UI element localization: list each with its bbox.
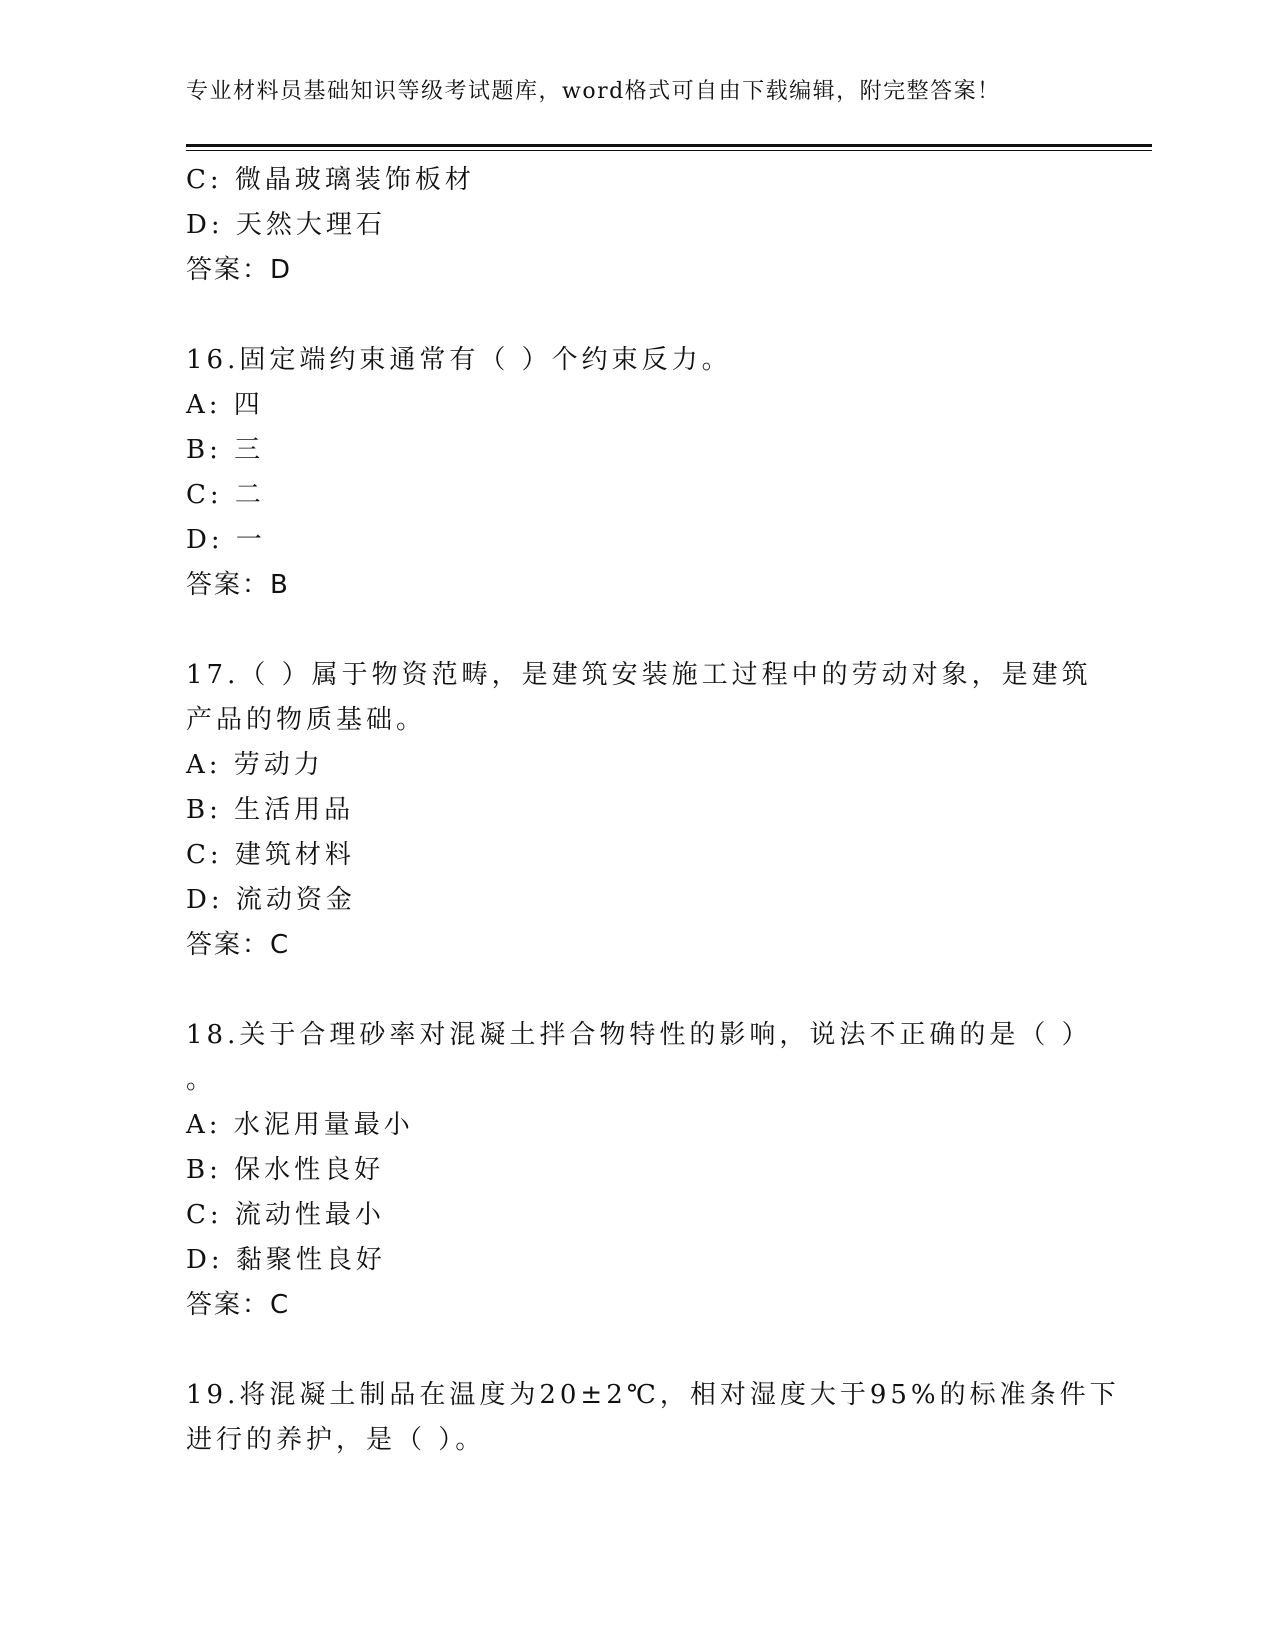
question-line: 产品的物质基础。	[186, 705, 427, 735]
answer-line: 答案：C	[186, 930, 291, 960]
question-line: D: 一	[186, 525, 266, 555]
question-line: D: 天然大理石	[186, 210, 386, 240]
answer-line: 答案：B	[186, 570, 290, 600]
header-divider	[186, 144, 1152, 147]
question-line: A: 四	[186, 390, 264, 420]
question-line: A: 劳动力	[186, 750, 324, 780]
answer-line: 答案：C	[186, 1290, 291, 1320]
answer-line: 答案：D	[186, 255, 293, 285]
question-line: 19.将混凝土制品在温度为20±2℃，相对湿度大于95%的标准条件下	[186, 1380, 1120, 1410]
question-line: B: 三	[186, 435, 265, 465]
question-line: C: 流动性最小	[186, 1200, 385, 1230]
question-line: C: 二	[186, 480, 265, 510]
header-divider-thin	[186, 150, 1152, 151]
page-header: 专业材料员基础知识等级考试题库，word格式可自由下载编辑，附完整答案！	[186, 79, 1001, 104]
question-line: 进行的养护，是（ ）。	[186, 1425, 486, 1455]
question-line: A: 水泥用量最小	[186, 1110, 414, 1140]
question-line: 。	[186, 1065, 217, 1095]
question-line: 18.关于合理砂率对混凝土拌合物特性的影响，说法不正确的是（ ）	[186, 1020, 1092, 1050]
question-line: B: 保水性良好	[186, 1155, 385, 1185]
question-line: D: 黏聚性良好	[186, 1245, 386, 1275]
question-line: B: 生活用品	[186, 795, 355, 825]
question-line: 16.固定端约束通常有（ ）个约束反力。	[186, 345, 732, 375]
question-line: 17.（ ）属于物资范畴，是建筑安装施工过程中的劳动对象，是建筑	[186, 660, 1092, 690]
question-line: C: 建筑材料	[186, 840, 355, 870]
question-line: D: 流动资金	[186, 885, 356, 915]
question-line: C: 微晶玻璃装饰板材	[186, 165, 475, 195]
